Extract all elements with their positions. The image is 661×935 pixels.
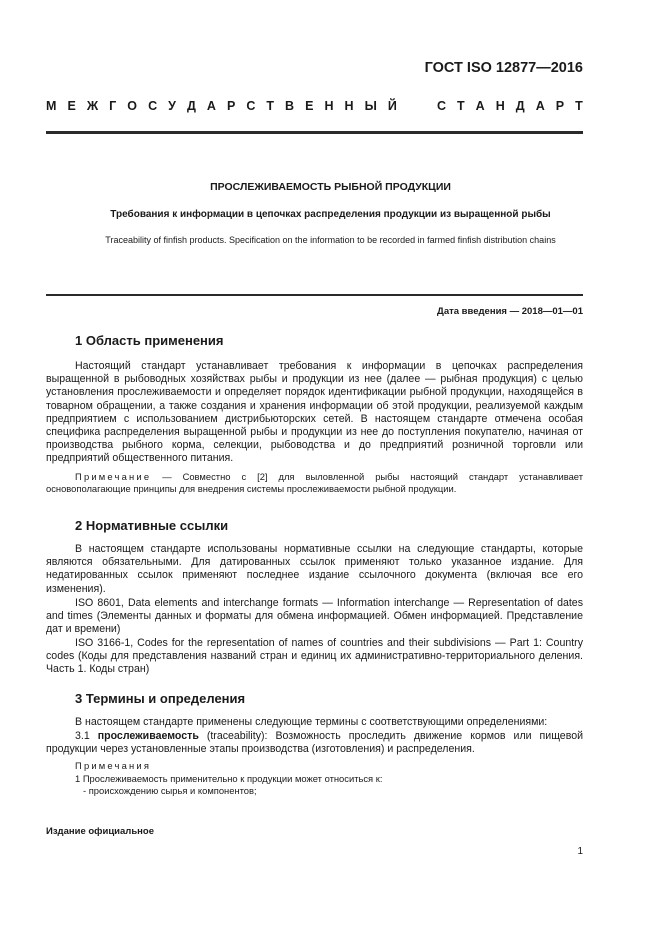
effective-date: Дата введения — 2018—01—01 <box>437 306 583 317</box>
interstate-letter <box>422 99 425 113</box>
interstate-letter: Е <box>67 99 76 113</box>
interstate-letter: Г <box>109 99 117 113</box>
interstate-letter: Р <box>226 99 236 113</box>
interstate-letter: А <box>206 99 216 113</box>
interstate-letter: М <box>46 99 57 113</box>
interstate-letter: О <box>127 99 138 113</box>
interstate-letter: С <box>148 99 158 113</box>
interstate-letter: А <box>535 99 545 113</box>
section-3-paragraph-1: В настоящем стандарте применены следующие термины с соответствующими определениями: <box>75 716 548 728</box>
document-code: ГОСТ ISO 12877—2016 <box>424 60 583 76</box>
interstate-letter <box>408 99 411 113</box>
title-rule <box>46 294 583 296</box>
notes-label: Примечания <box>75 760 152 771</box>
term-name: прослеживаемость <box>97 730 199 742</box>
english-title: Traceability of finfish products. Specification on the information to be recorded in farmed finfish distribution chains <box>105 235 556 245</box>
section-1-heading: 1 Область применения <box>75 333 224 348</box>
note-1: 1 Прослеживаемость применительно к продукции может относиться к: <box>75 773 383 784</box>
document-title: ПРОСЛЕЖИВАЕМОСТЬ РЫБНОЙ ПРОДУКЦИИ <box>210 181 451 193</box>
interstate-standard-label <box>46 99 583 113</box>
section-1-note: Примечание — Совместно с [2] для выловленной рыбы настоящий стандарт устанавливает основополагающие принципы для внедрения системы прослеживаемости рыбной продукции. <box>46 471 583 494</box>
interstate-letter: С <box>246 99 256 113</box>
document-subtitle: Требования к информации в цепочках распределения продукции из выращенной рыбы <box>110 209 551 220</box>
interstate-letter: С <box>436 99 446 113</box>
note-1-item: - происхождению сырья и компонентов; <box>83 785 257 796</box>
interstate-letter: Д <box>186 99 196 113</box>
interstate-letter: Н <box>344 99 354 113</box>
section-2-paragraph-3: ISO 3166-1, Codes for the representation of names of countries and their subdivisions — Part 1: Country codes (Коды для представления названий стран и единиц их административно-территориального деления. Часть 1. Коды стран) <box>46 637 583 676</box>
interstate-letter: Ы <box>364 99 377 113</box>
interstate-letter: Т <box>575 99 583 113</box>
interstate-letter: У <box>168 99 176 113</box>
interstate-letter: Н <box>495 99 505 113</box>
interstate-letter: Д <box>515 99 525 113</box>
interstate-letter: Е <box>305 99 314 113</box>
interstate-letter: Й <box>387 99 397 113</box>
section-2-heading: 2 Нормативные ссылки <box>75 518 229 533</box>
interstate-letter: Р <box>555 99 565 113</box>
interstate-letter: Ж <box>86 99 99 113</box>
section-2-paragraph-1: В настоящем стандарте использованы нормативные ссылки на следующие стандарты, которые являются обязательными. Для датированных ссылок применяют только указанное издание. Для недатированных ссылок применяют последнее издание ссылочного документа (включая все его изменения). <box>46 543 583 595</box>
interstate-letter: Т <box>457 99 465 113</box>
section-1-paragraph: Настоящий стандарт устанавливает требования к информации в цепочках распределения выращенной в рыбоводных хозяйствах рыбы и продукции из нее (далее — рыбная продукция) с целью установления прослеживаемости и определяет порядок идентификации рыбной продукции, находящейся в товарном обращении, а также создания и хранения информации об этой продукции, реализуемой каждым предприятием с использованием дистрибьюторских сетей. В настоящем стандарте отмечена особая специфика распределения выращенной рыбы и продукции из нее до поступления покупателю, начиная от производства рыбного корма, селекции, рыбоводства и до предприятий розничной торговли или предприятий общественного питания. <box>46 360 583 465</box>
section-3-heading: 3 Термины и определения <box>75 691 246 706</box>
interstate-letter: Н <box>324 99 334 113</box>
interstate-letter: Т <box>266 99 275 113</box>
interstate-letter: А <box>475 99 485 113</box>
interstate-letter: В <box>285 99 295 113</box>
term-3-1: 3.1 прослеживаемость (traceability): Возможность проследить движение кормов или пищевой продукции через установленные этапы производства (изготовления) и распределения. <box>46 730 584 756</box>
section-2-paragraph-2: ISO 8601, Data elements and interchange formats — Information interchange — Representation of dates and times (Элементы данных и форматы для обмена информацией. Обмен информацией. Представление дат и времени) <box>46 597 583 636</box>
official-edition-label: Издание официальное <box>46 826 154 837</box>
header-rule <box>46 131 583 134</box>
page-number: 1 <box>577 846 583 857</box>
